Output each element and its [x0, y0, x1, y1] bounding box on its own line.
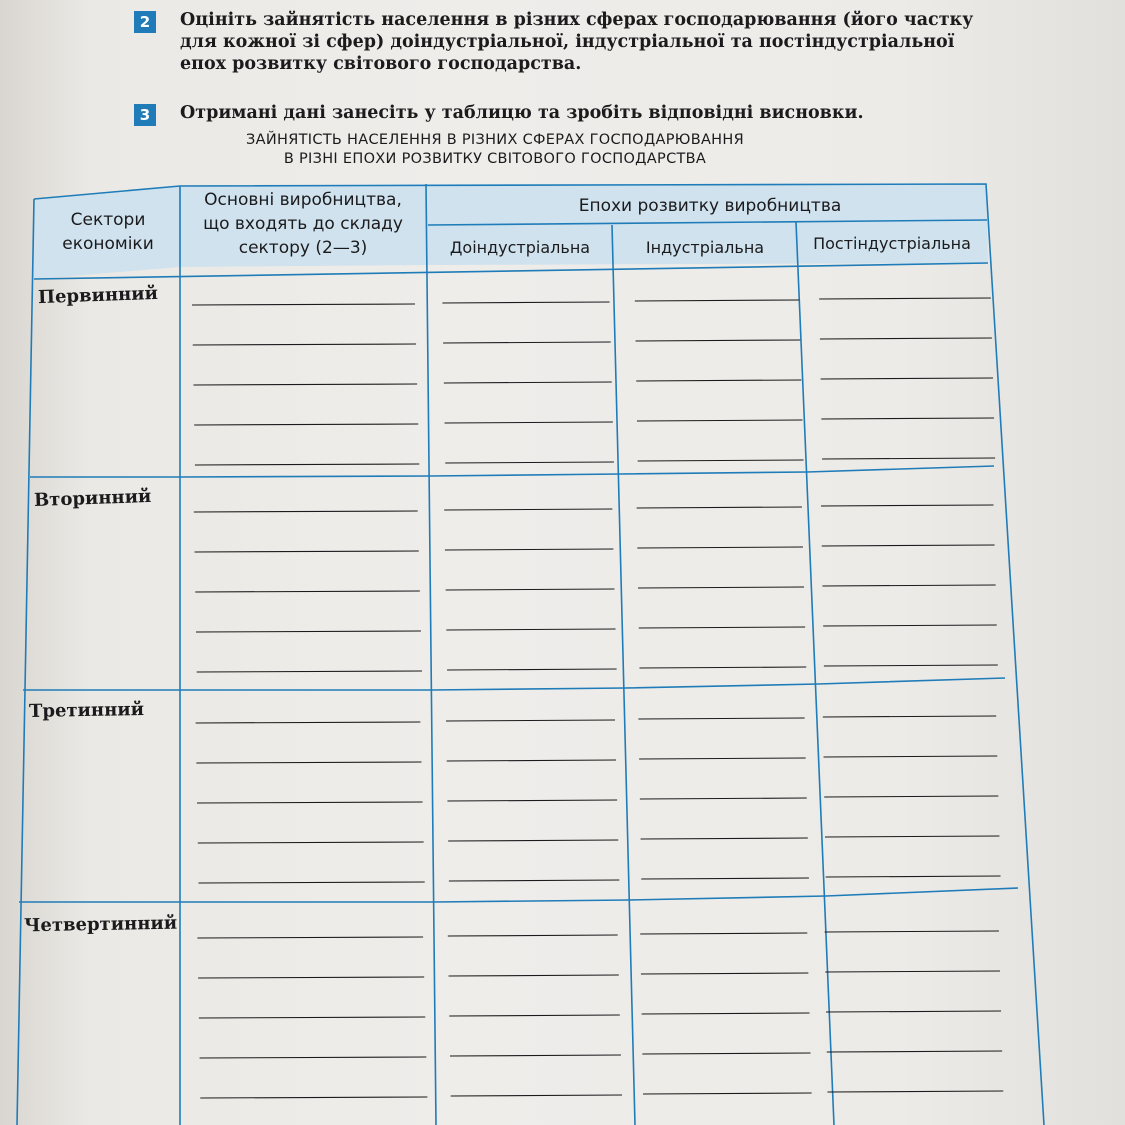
- row-label-primary: Первинний: [37, 282, 159, 309]
- answer-line[interactable]: [195, 464, 419, 465]
- answer-line[interactable]: [442, 302, 609, 303]
- table-left-border: [17, 199, 34, 1125]
- answer-line[interactable]: [824, 665, 998, 666]
- answer-line[interactable]: [642, 1053, 810, 1054]
- answer-line[interactable]: [640, 933, 807, 934]
- answer-line[interactable]: [197, 671, 422, 672]
- header-post-industrial: Постіндустріальна: [813, 234, 971, 253]
- task-number-badge: 2: [134, 11, 156, 33]
- table-title-line-2: В РІЗНІ ЕПОХИ РОЗВИТКУ СВІТОВОГО ГОСПОДАРСТВА: [283, 151, 707, 167]
- column-divider-3: [612, 225, 635, 1125]
- answer-line[interactable]: [825, 971, 1000, 972]
- answer-line[interactable]: [451, 1095, 622, 1096]
- answer-line[interactable]: [194, 424, 418, 425]
- answer-line[interactable]: [200, 1097, 427, 1098]
- column-divider-4: [796, 222, 834, 1125]
- answer-line[interactable]: [822, 458, 995, 459]
- answer-line[interactable]: [449, 975, 619, 976]
- answer-line[interactable]: [198, 977, 424, 978]
- answer-line[interactable]: [824, 756, 998, 757]
- answer-line[interactable]: [197, 802, 423, 803]
- answer-line[interactable]: [820, 338, 992, 339]
- answer-line[interactable]: [638, 718, 804, 719]
- row-divider-2: [23, 678, 1005, 690]
- answer-line[interactable]: [197, 937, 423, 938]
- answer-line[interactable]: [639, 758, 806, 759]
- answer-line[interactable]: [199, 1017, 425, 1018]
- answer-line[interactable]: [447, 669, 617, 670]
- answer-line[interactable]: [827, 1091, 1003, 1092]
- answer-line[interactable]: [821, 505, 994, 506]
- header-epochs: Епохи розвитку виробництва: [578, 196, 842, 216]
- row-label-tertiary: Третинний: [28, 698, 145, 723]
- answer-line[interactable]: [824, 796, 998, 797]
- task-2-text: Оцініть зайнятість населення в різних сферах господарювання (його частку для кожної зі сфер) доіндустріальної, індустріальної та постіндустріальної епох розвитку світового господарства.: [180, 10, 974, 74]
- answer-line[interactable]: [448, 840, 618, 841]
- answer-line[interactable]: [196, 722, 421, 723]
- answer-line[interactable]: [821, 378, 993, 379]
- row-divider-3: [19, 888, 1018, 902]
- answer-line[interactable]: [194, 511, 418, 512]
- answer-line[interactable]: [444, 382, 612, 383]
- answer-line[interactable]: [641, 838, 808, 839]
- header-sectors: Сектори економіки: [62, 210, 154, 254]
- answer-line[interactable]: [641, 878, 809, 879]
- answer-line[interactable]: [196, 631, 421, 632]
- answer-line[interactable]: [192, 304, 415, 305]
- answer-line[interactable]: [823, 716, 996, 717]
- answer-line[interactable]: [638, 460, 804, 461]
- answer-line[interactable]: [819, 298, 991, 299]
- answer-line[interactable]: [195, 591, 420, 592]
- answer-line[interactable]: [643, 1093, 812, 1094]
- answer-line[interactable]: [636, 380, 801, 381]
- answer-line[interactable]: [195, 551, 419, 552]
- answer-line[interactable]: [449, 880, 619, 881]
- row-label-quaternary: Четвертинний: [23, 912, 178, 937]
- answer-line[interactable]: [827, 1051, 1002, 1052]
- answer-line[interactable]: [822, 545, 995, 546]
- answer-line[interactable]: [635, 300, 799, 301]
- answer-line[interactable]: [639, 627, 805, 628]
- answer-line[interactable]: [193, 344, 416, 345]
- answer-line[interactable]: [641, 973, 808, 974]
- task-3-text: Отримані дані занесіть у таблицю та зробіть відповідні висновки.: [180, 103, 864, 123]
- answer-line[interactable]: [637, 420, 802, 421]
- answer-line[interactable]: [636, 340, 801, 341]
- row-divider-1: [30, 466, 994, 477]
- header-pre-industrial: Доіндустріальна: [449, 238, 591, 257]
- task-number-badge: 3: [134, 104, 156, 126]
- answer-line[interactable]: [826, 876, 1001, 877]
- answer-line[interactable]: [823, 625, 997, 626]
- answer-line[interactable]: [193, 384, 417, 385]
- answer-line[interactable]: [447, 760, 616, 761]
- answer-line[interactable]: [200, 1057, 427, 1058]
- answer-line[interactable]: [444, 509, 612, 510]
- header-productions: Основні виробництва, що входять до складу сектору (2—3): [203, 190, 403, 258]
- answer-line[interactable]: [822, 585, 995, 586]
- answer-line[interactable]: [446, 629, 615, 630]
- answer-line[interactable]: [447, 800, 617, 801]
- answer-line[interactable]: [825, 931, 999, 932]
- answer-line[interactable]: [826, 1011, 1001, 1012]
- answer-line[interactable]: [196, 762, 421, 763]
- answer-line[interactable]: [448, 935, 618, 936]
- header-industrial: Індустріальна: [645, 238, 765, 257]
- answer-line[interactable]: [443, 342, 611, 343]
- answer-line[interactable]: [821, 418, 994, 419]
- row-label-secondary: Вторинний: [33, 485, 152, 512]
- answer-line[interactable]: [825, 836, 999, 837]
- table-title-line-1: ЗАЙНЯТІСТЬ НАСЕЛЕННЯ В РІЗНИХ СФЕРАХ ГОСПОДАРЮВАННЯ: [246, 132, 744, 148]
- answer-line[interactable]: [198, 882, 424, 883]
- answer-line[interactable]: [445, 549, 613, 550]
- answer-line[interactable]: [640, 798, 807, 799]
- answer-line[interactable]: [639, 667, 806, 668]
- answer-line[interactable]: [637, 547, 803, 548]
- answer-line[interactable]: [449, 1015, 620, 1016]
- answer-line[interactable]: [638, 587, 804, 588]
- answer-line[interactable]: [642, 1013, 810, 1014]
- answer-line[interactable]: [446, 720, 615, 721]
- answer-line[interactable]: [637, 507, 802, 508]
- table-outer-border: [34, 184, 1044, 1125]
- answer-lines: [192, 298, 1003, 1098]
- answer-line[interactable]: [445, 462, 614, 463]
- column-divider-2: [426, 184, 436, 1125]
- answer-line[interactable]: [450, 1055, 621, 1056]
- answer-line[interactable]: [198, 842, 424, 843]
- answer-line[interactable]: [446, 589, 615, 590]
- answer-line[interactable]: [445, 422, 613, 423]
